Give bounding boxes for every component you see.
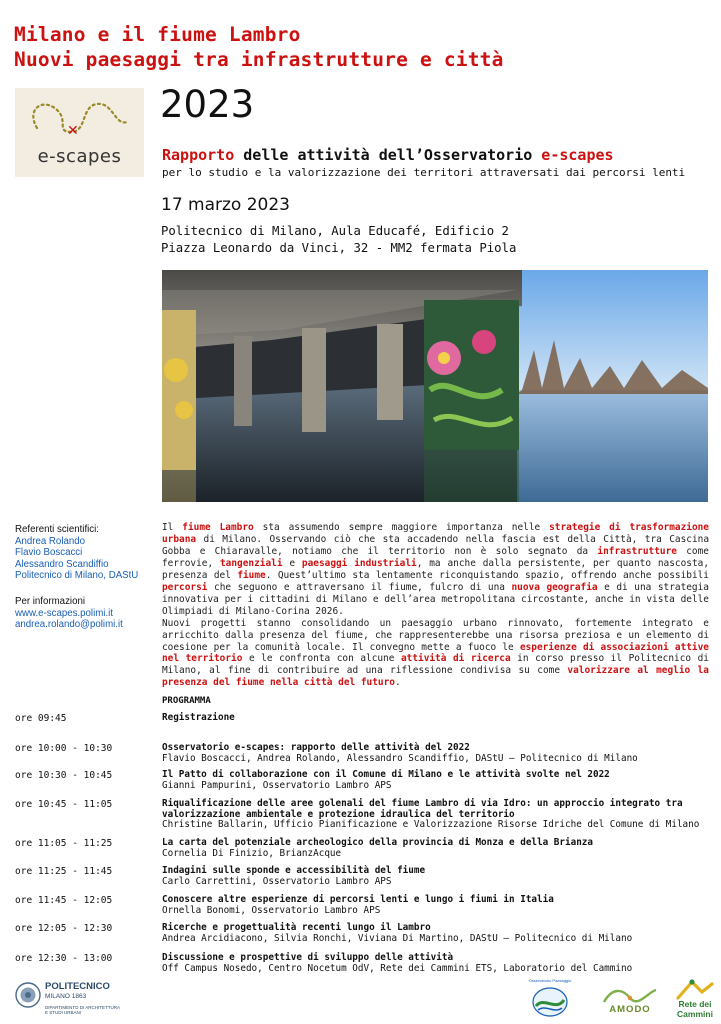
intro-highlight: percorsi — [162, 581, 208, 593]
title-line-2: Nuovi paesaggi tra infrastrutture e città — [14, 48, 504, 71]
program-heading: PROGRAMMA — [162, 696, 211, 706]
x-mark-icon: ✕ — [67, 123, 79, 139]
intro-highlight: esperienze di associazioni attive nel territorio — [162, 641, 709, 665]
logo-text: e-scapes — [37, 146, 122, 167]
program-title: Osservatorio e-scapes: rapporto delle attività del 2022 — [162, 742, 470, 753]
polimi-city: MILANO 1863 — [45, 993, 87, 1000]
intro-highlight: fiume Lambro — [182, 522, 254, 533]
polimi-seal-icon — [15, 982, 41, 1008]
program-speakers: Andrea Arcidiacono, Silvia Ronchi, Viviana Di Martino, DAStU – Politecnico di Milano — [162, 932, 633, 944]
program-time: ore 10:45 - 11:05 — [15, 799, 113, 810]
dotted-path-icon — [15, 88, 144, 148]
polimi-name: POLITECNICO — [45, 981, 110, 992]
report-title — [162, 146, 614, 165]
e-scapes-logo — [15, 88, 144, 177]
river-photo — [162, 270, 708, 502]
program-speakers: Ornella Bonomi, Osservatorio Lambro APS — [162, 904, 381, 916]
info-heading: Per informazioni — [15, 595, 85, 607]
intro-highlight: paesaggi industriali — [301, 557, 417, 569]
polimi-dept-1: DIPARTIMENTO DI ARCHITETTURA — [45, 1005, 121, 1010]
program-speakers: Flavio Boscacci, Andrea Rolando, Alessandro Scandiffio, DAStU – Politecnico di Milano — [162, 752, 638, 764]
sidebar-contacts — [15, 524, 155, 631]
referent-name: Alessandro Scandiffio — [15, 558, 109, 570]
venue-line-2: Piazza Leonardo da Vinci, 32 - MM2 fermata Piola — [161, 241, 517, 255]
intro-paragraph — [162, 522, 709, 689]
intro-text: come ferrovie, — [162, 545, 709, 569]
report-subtitle: per lo studio e la valorizzazione dei territori attraversati dai percorsi lenti — [162, 166, 686, 179]
referents-heading: Referenti scientifici: — [15, 524, 99, 535]
intro-highlight: nuova geografia — [511, 581, 598, 593]
report-title-red-2: e-scapes — [541, 146, 614, 164]
program-title: La carta del potenziale archeologico della provincia di Monza e della Brianza — [162, 837, 593, 848]
underpass-river-illustration — [162, 270, 708, 502]
program-time: ore 11:25 - 11:45 — [15, 866, 113, 877]
report-title-red-1: Rapporto — [162, 146, 235, 164]
intro-text: . Quest’ultimo sta lentamente riconquistando spazio, offrendo anche possibili — [265, 569, 709, 581]
program-time: ore 10:30 - 10:45 — [15, 770, 113, 781]
rete-dei-cammini-logo — [672, 978, 718, 1022]
program-time: ore 12:05 - 12:30 — [15, 923, 113, 934]
amodo-wave-icon — [600, 986, 660, 1006]
program-time: ore 12:30 - 13:00 — [15, 953, 113, 964]
email-link[interactable]: andrea.rolando@polimi.it — [15, 619, 123, 631]
venue-line-1: Politecnico di Milano, Aula Educafé, Edificio 2 — [161, 224, 509, 238]
amodo-text: AMODO — [609, 1004, 651, 1015]
amodo-logo — [600, 986, 662, 1020]
intro-highlight: strategie di trasformazione urbana — [162, 522, 709, 545]
rete-line-2: Cammini — [677, 1009, 713, 1019]
program-title: Il Patto di collaborazione con il Comune di Milano e le attività svolte nel 2022 — [162, 769, 610, 780]
program-title: Ricerche e progettualità recenti lungo il Lambro — [162, 922, 431, 933]
program-title: Conoscere altre esperienze di percorsi lenti e lungo i fiumi in Italia — [162, 894, 554, 905]
event-title — [14, 22, 504, 72]
program-title: Riqualificazione delle aree golenali del fiume Lambro di via Idro: un approccio integrato tra valorizzazione ambientale e protezione idraulica del territorio — [162, 798, 683, 820]
year: 2023 — [160, 83, 255, 126]
intro-text: Nuovi progetti stanno consolidando un paesaggio urbano rinnovato, fortemente integrato e arricchito dalla presenza del fiume, che rappresenterebbe una risorsa preziosa e un elemento di coesione per la comunità locale. Il convegno mette a fuoco le — [162, 617, 709, 653]
event-date: 17 marzo 2023 — [161, 195, 290, 215]
intro-text: e — [282, 557, 302, 569]
intro-text: , ma anche dalla persistente, per quanto nascosta, presenza del — [162, 557, 710, 581]
intro-text: che seguono e attraversano il fiume, fulcro di una — [207, 581, 512, 593]
program-time: ore 11:05 - 11:25 — [15, 838, 113, 849]
program-time: ore 10:00 - 10:30 — [15, 743, 113, 754]
rete-line-1: Rete dei — [678, 999, 712, 1009]
report-title-mid: delle attività dell’Osservatorio — [234, 146, 542, 164]
intro-text: e le confronta con alcune — [242, 653, 401, 665]
website-link[interactable]: www.e-scapes.polimi.it — [15, 607, 113, 619]
intro-highlight: infrastrutture — [597, 545, 677, 557]
polimi-dept-2: E STUDI URBANI — [45, 1010, 82, 1015]
program-title: Registrazione — [162, 712, 235, 723]
intro-text: e di una strategia innovativa per i cittadini di Milano e dell’area metropolitana circostante, anche in vista delle Olimpiadi di Milano-Corina 2026. — [162, 581, 709, 617]
program-speakers: Off Campus Nosedo, Centro Nocetum OdV, Rete dei Cammini ETS, Laboratorio del Cammino — [162, 962, 633, 974]
program-title: Discussione e prospettive di sviluppo delle attività — [162, 952, 454, 963]
intro-text: Il — [162, 522, 183, 533]
program-title: Indagini sulle sponde e accessibilità del fiume — [162, 865, 426, 876]
referent-name: Andrea Rolando — [15, 535, 86, 547]
program-speakers: Christine Ballarin, Ufficio Pianificazione e Valorizzazione Risorse Idriche del Comune di Milano — [162, 819, 700, 831]
intro-highlight: valorizzare al meglio la presenza del fiume nella città del futuro — [162, 665, 709, 689]
intro-highlight: attività di ricerca — [400, 653, 511, 665]
intro-text: in corso presso il Politecnico di Milano, al fine di contribuire ad una riflessione condivisa su come — [162, 653, 709, 677]
program-speakers: Cornelia Di Finizio, BrianzAcque — [162, 847, 342, 859]
osservatorio-logo-text: Osservatorio Paesaggio — [528, 978, 572, 983]
title-line-1: Milano e il fiume Lambro — [14, 23, 301, 46]
polimi-logo — [15, 980, 155, 1020]
event-venue — [161, 223, 516, 257]
referent-affiliation: Politecnico di Milano, DAStU — [15, 570, 139, 582]
referent-name: Flavio Boscacci — [15, 547, 83, 559]
program-time: ore 11:45 - 12:05 — [15, 895, 113, 906]
intro-text: sta assumendo sempre maggiore importanza nelle — [253, 522, 550, 533]
osservatorio-paesaggio-logo — [528, 978, 572, 1022]
program-speakers: Gianni Pampurini, Osservatorio Lambro APS — [162, 779, 392, 791]
program-time: ore 09:45 — [15, 713, 67, 724]
intro-text: di Milano. Osservando ciò che sta accadendo nella fascia est della Città, tra Cascina Gobba e Chiaravalle, notiamo che il territorio non è solo segnato da — [162, 533, 709, 557]
intro-highlight: tangenziali — [220, 557, 283, 569]
program-speakers: Carlo Carrettini, Osservatorio Lambro APS — [162, 875, 392, 887]
osservatorio-emblem-icon — [530, 984, 570, 1020]
intro-highlight: fiume — [237, 569, 266, 581]
intro-text: . — [394, 677, 401, 689]
